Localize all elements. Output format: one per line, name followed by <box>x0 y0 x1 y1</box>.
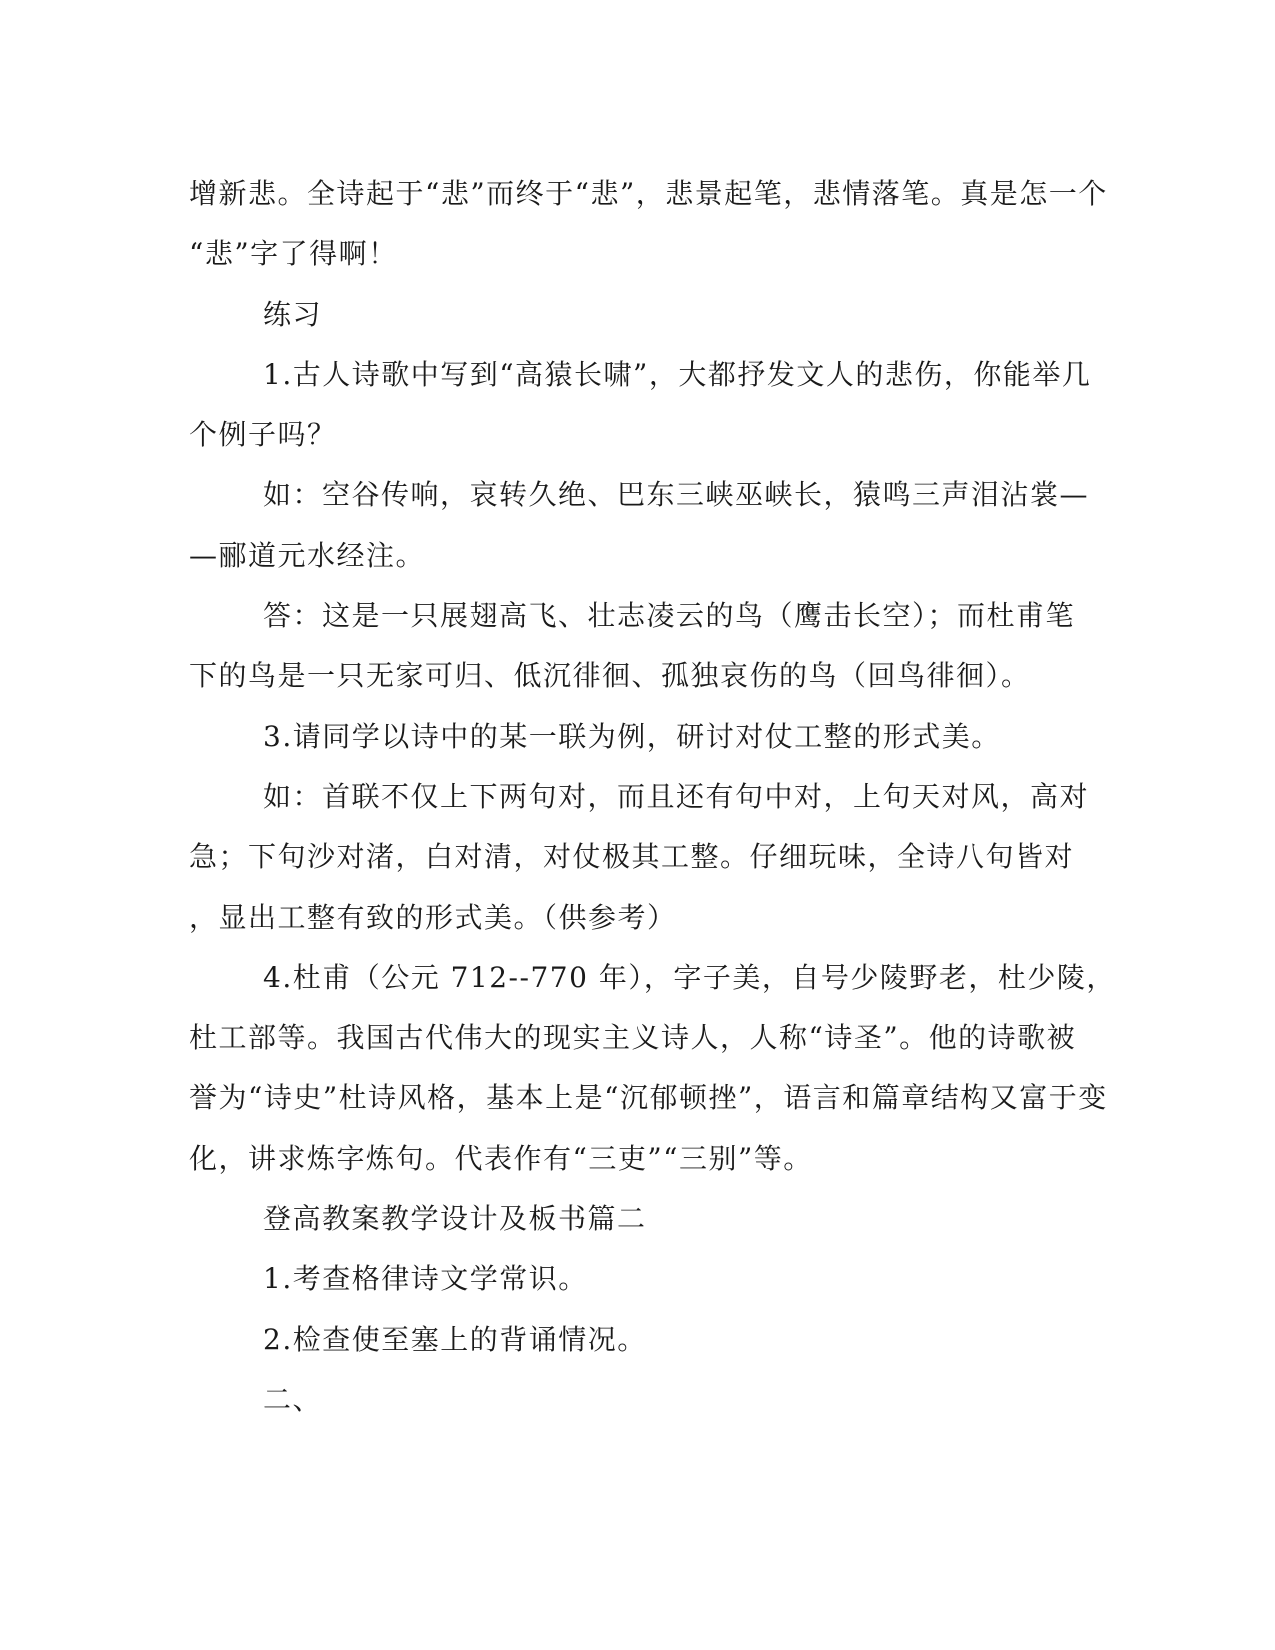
text-line: 3.请同学以诗中的某一联为例，研讨对仗工整的形式美。 <box>263 719 1001 753</box>
text-line: 1.考查格律诗文学常识。 <box>263 1262 588 1296</box>
text-line: 急；下句沙对渚，白对清，对仗极其工整。仔细玩味，全诗八句皆对 <box>189 840 1075 874</box>
text-line: ，显出工整有致的形式美。（供参考） <box>189 900 677 934</box>
text-line: 誉为“诗史”杜诗风格，基本上是“沉郁顿挫”，语言和篇章结构又富于变 <box>189 1081 1108 1115</box>
text-line: 登高教案教学设计及板书篇二 <box>263 1202 647 1236</box>
text-line: 个例子吗？ <box>189 418 337 452</box>
text-line: —郦道元水经注。 <box>189 538 426 572</box>
text-line: 下的鸟是一只无家可归、低沉徘徊、孤独哀伤的鸟（回鸟徘徊）。 <box>189 659 1031 693</box>
text-line: 二、 <box>263 1382 323 1416</box>
text-line: 4.杜甫（公元 712--770 年），字子美，自号少陵野老，杜少陵， <box>263 960 1116 994</box>
text-line: 2.检查使至塞上的背诵情况。 <box>263 1322 647 1356</box>
text-line: “悲”字了得啊！ <box>189 237 398 271</box>
text-line: 如：首联不仅上下两句对，而且还有句中对，上句天对风，高对 <box>263 779 1090 813</box>
document-body <box>189 164 1116 1430</box>
text-line: 练习 <box>263 297 323 331</box>
text-line: 答：这是一只展翅高飞、壮志凌云的鸟（鹰击长空）；而杜甫笔 <box>263 599 1076 633</box>
text-line: 如：空谷传响，哀转久绝、巴东三峡巫峡长，猿鸣三声泪沾裳— <box>263 478 1090 512</box>
text-line: 1.古人诗歌中写到“高猿长啸”，大都抒发文人的悲伤，你能举几 <box>263 357 1092 391</box>
text-line: 增新悲。全诗起于“悲”而终于“悲”，悲景起笔，悲情落笔。真是怎一个 <box>189 177 1108 210</box>
text-line: 化，讲求炼字炼句。代表作有“三吏”“三别”等。 <box>189 1141 813 1175</box>
text-line: 杜工部等。我国古代伟大的现实主义诗人，人称“诗圣”。他的诗歌被 <box>189 1021 1077 1055</box>
